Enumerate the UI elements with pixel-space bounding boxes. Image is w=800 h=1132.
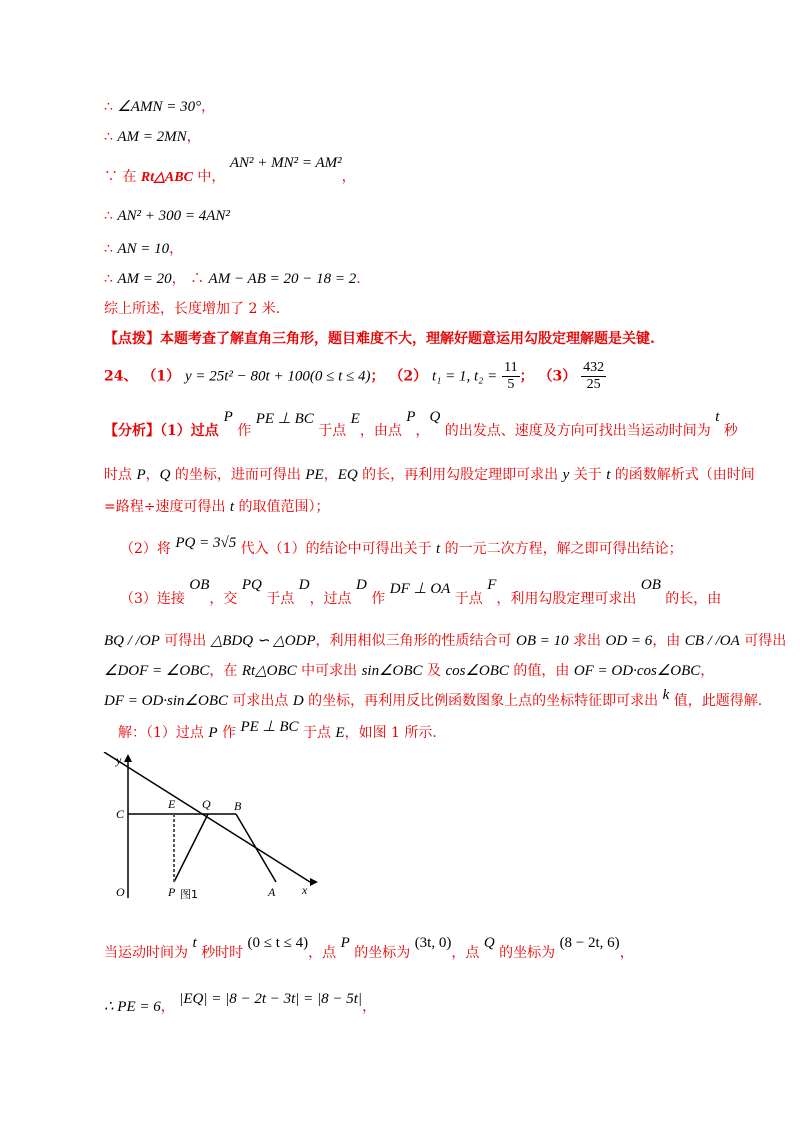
var-t: t xyxy=(436,541,441,557)
text: 中， xyxy=(192,169,226,185)
math-expr: AN² + 300 = 4AN² xyxy=(117,208,230,224)
math-expr: OD = 6 xyxy=(605,633,653,649)
text: 的坐标为 xyxy=(349,945,415,961)
text: ，由 xyxy=(652,633,685,649)
text: 代入（1）的结论中可得出关于 xyxy=(236,541,437,557)
text: ，在 xyxy=(209,663,242,679)
math-expr: |EQ| = |8 − 2t − 3t| = |8 − 5t| xyxy=(179,991,363,1007)
punct: ， xyxy=(169,241,184,257)
label-Q: Q xyxy=(202,797,211,811)
segment-PQ xyxy=(174,814,208,882)
math-expr: Rt△OBC xyxy=(241,663,297,679)
solution-line-6 xyxy=(104,268,361,288)
label-A: A xyxy=(268,885,276,899)
text: 的一元二次方程，解之即可得出结论； xyxy=(440,541,683,557)
text: 时点 xyxy=(104,467,137,483)
text: ， xyxy=(619,945,634,961)
text: 可求出点 xyxy=(227,693,293,709)
denominator: 5 xyxy=(507,377,515,392)
solution-line-3 xyxy=(104,155,356,186)
text: 于点 xyxy=(450,591,488,607)
text: ，利用勾股定理可求出 xyxy=(496,591,641,607)
text: 解：（1）过点 xyxy=(118,725,209,741)
math-expr: sin∠OBC xyxy=(361,663,423,679)
therefore-symbol: ∴ xyxy=(104,129,118,145)
punct: ， xyxy=(186,129,201,145)
text: 于点 xyxy=(261,591,299,607)
part-label: （2） xyxy=(389,368,428,385)
math-expr: (0 ≤ t ≤ 4) xyxy=(247,935,309,951)
var-OB: OB xyxy=(640,577,661,593)
var-Q: Q xyxy=(483,935,495,951)
math-expr: AM = 2MN xyxy=(117,129,187,145)
text: （3）连接 xyxy=(120,591,190,607)
var-E: E xyxy=(335,725,345,741)
analysis-line-8 xyxy=(104,687,763,710)
therefore-symbol: ∴ xyxy=(104,271,118,287)
text: 的出发点、速度及方向可找出当运动时间为 xyxy=(440,423,716,439)
label-B: B xyxy=(234,799,242,813)
label-y: y xyxy=(116,753,122,767)
math-expr: CB / /OA xyxy=(684,633,740,649)
var-P: P xyxy=(223,409,233,425)
solution-start-line xyxy=(118,719,437,742)
y-axis-arrow xyxy=(124,754,132,762)
text: 关于 xyxy=(569,467,607,483)
var-PQ: PQ xyxy=(241,577,262,593)
var-PE: PE xyxy=(305,467,324,483)
var-t: t xyxy=(715,409,720,425)
text: ， xyxy=(323,467,338,483)
label-E: E xyxy=(168,797,176,811)
text: ，由点 xyxy=(359,423,407,439)
math-expr: PQ = 3√5 xyxy=(175,535,237,551)
math-expr: PE ⊥ BC xyxy=(255,411,314,427)
math-expr: ∴ PE = 6 xyxy=(104,999,161,1015)
text: 的长，由 xyxy=(660,591,722,607)
solution-line-abs xyxy=(104,991,377,1016)
question-number: 24、 xyxy=(104,368,138,385)
analysis-line-3 xyxy=(104,496,330,516)
var-D: D xyxy=(356,577,367,593)
numerator: 11 xyxy=(504,360,518,375)
math-expr: OB = 10 xyxy=(515,633,569,649)
text: 的值，由 xyxy=(508,663,574,679)
var-D: D xyxy=(292,693,304,709)
x-axis-arrow xyxy=(310,878,318,886)
text: ， xyxy=(700,663,715,679)
fraction-432-25 xyxy=(581,360,606,393)
math-expr: DF = OD·sin∠OBC xyxy=(104,693,228,709)
math-expr: AN² + MN² = AM² xyxy=(229,155,342,171)
analysis-line-4 xyxy=(120,535,683,558)
part-label: （3） xyxy=(538,368,577,385)
analysis-line-6 xyxy=(104,630,786,650)
therefore-symbol: ∴ xyxy=(104,241,118,257)
text: 的函数解析式（由时间 xyxy=(610,467,755,483)
math-expr: AN = 10 xyxy=(117,241,170,257)
text: 秒时时 xyxy=(196,945,248,961)
text: 作 xyxy=(217,725,241,741)
text: ，交 xyxy=(209,591,242,607)
text: 当运动时间为 xyxy=(104,945,193,961)
punct: ， xyxy=(341,169,356,185)
var-P: P xyxy=(136,467,146,483)
var-OB: OB xyxy=(189,577,210,593)
solution-line-4 xyxy=(104,208,230,225)
punct: ； xyxy=(519,368,534,385)
var-F: F xyxy=(487,577,497,593)
text: 的坐标，再利用反比例函数图象上点的坐标特征即可求出 xyxy=(303,693,663,709)
var-P: P xyxy=(340,935,350,951)
text: 求出 xyxy=(568,633,606,649)
figure-caption: 图1 xyxy=(180,888,198,901)
var-t: t xyxy=(192,935,197,951)
text: 作 xyxy=(232,423,256,439)
math-expr: (3t, 0) xyxy=(414,935,452,951)
text: ，利用相似三角形的性质结合可 xyxy=(315,633,516,649)
text: 的坐标，进而可得出 xyxy=(170,467,306,483)
punct: . xyxy=(356,271,361,287)
text: 【分析】（1）过点 xyxy=(104,423,224,439)
text: ， xyxy=(362,999,377,1015)
text: ， xyxy=(160,999,175,1015)
punct: ， xyxy=(201,99,216,115)
analysis-line-2 xyxy=(104,464,755,484)
text: ，点 xyxy=(451,945,484,961)
text: ，过点 xyxy=(309,591,357,607)
label-x: x xyxy=(302,883,308,897)
math-expr: cos∠OBC xyxy=(445,663,509,679)
text: ，如图 1 所示. xyxy=(344,725,437,741)
var-P: P xyxy=(208,725,218,741)
text: 中可求出 xyxy=(296,663,362,679)
text: ，点 xyxy=(308,945,341,961)
math-expr: (8 − 2t, 6) xyxy=(559,935,620,951)
var-P: P xyxy=(406,409,416,425)
math-expr: OF = OD·cos∠OBC xyxy=(573,663,701,679)
text: 秒 xyxy=(719,423,738,439)
var-EQ: EQ xyxy=(337,467,358,483)
math-expr: BQ / /OP xyxy=(104,633,160,649)
figure-1-diagram xyxy=(96,752,326,902)
text: ， xyxy=(145,467,160,483)
therefore-symbol: ∴ xyxy=(104,99,118,115)
solution-line-1 xyxy=(104,96,215,116)
numerator: 432 xyxy=(583,360,605,375)
text: 的长，再利用勾股定理即可求出 xyxy=(357,467,563,483)
analysis-line-7 xyxy=(104,660,714,680)
text: 及 xyxy=(422,663,446,679)
answer-1-expr: y = 25t² − 80t + 100(0 ≤ t ≤ 4) xyxy=(184,368,371,385)
analysis-line-5 xyxy=(120,577,722,608)
denominator: 25 xyxy=(586,377,601,392)
because-text: ∵ 在 xyxy=(104,169,141,185)
math-expr: ∠DOF = ∠OBC xyxy=(104,663,210,679)
var-t: t xyxy=(606,467,611,483)
var-D: D xyxy=(298,577,310,593)
text: 的坐标为 xyxy=(494,945,560,961)
text: 于点 xyxy=(298,725,336,741)
text: 可得出 xyxy=(739,633,787,649)
var-Q: Q xyxy=(429,409,441,425)
math-expr: AM − AB = 20 − 18 = 2 xyxy=(208,271,357,287)
text: ， xyxy=(415,423,430,439)
therefore-symbol: ∴ xyxy=(104,208,118,224)
solution-line-2 xyxy=(104,126,201,146)
var-t: t xyxy=(229,499,235,515)
solution-line-5 xyxy=(104,238,183,258)
math-expr: PE ⊥ BC xyxy=(240,719,299,735)
label-P: P xyxy=(168,885,176,899)
text: 于点 xyxy=(313,423,351,439)
separator: ， ∴ xyxy=(171,271,209,287)
solution-line-coords xyxy=(104,935,634,962)
text: 可得出 xyxy=(159,633,211,649)
part-label: （1） xyxy=(142,368,181,385)
text: （2）将 xyxy=(120,541,176,557)
segment-BA xyxy=(236,814,276,882)
math-expr: △BDQ ∽ △ODP xyxy=(210,633,316,649)
answer-2-expr: t₁ = 1, t₂ = xyxy=(431,368,498,385)
text: 作 xyxy=(366,591,390,607)
label-C: C xyxy=(116,807,125,821)
math-expr: ∠AMN = 30° xyxy=(117,99,202,115)
answer-24-line xyxy=(104,360,606,393)
punct: ； xyxy=(370,368,385,385)
label-O: O xyxy=(116,885,125,899)
text: 值，此题得解. xyxy=(669,693,763,709)
var-k: k xyxy=(662,687,670,703)
tip-line: 【点拨】本题考查了解直角三角形，题目难度不大，理解好题意运用勾股定理解题是关键. xyxy=(104,331,655,347)
fraction-11-5 xyxy=(502,360,519,393)
triangle-name: Rt△ABC xyxy=(140,170,193,185)
math-expr: AM = 20 xyxy=(117,271,172,287)
math-expr: DF ⊥ OA xyxy=(389,581,451,597)
var-Q: Q xyxy=(159,467,171,483)
text: 的取值范围）； xyxy=(234,499,330,515)
conclusion-line: 综上所述，长度增加了 2 米. xyxy=(104,301,281,317)
var-y: y xyxy=(562,467,570,483)
var-E: E xyxy=(350,411,360,427)
analysis-line-1 xyxy=(104,409,738,440)
text: =路程÷速度可得出 xyxy=(104,499,230,515)
